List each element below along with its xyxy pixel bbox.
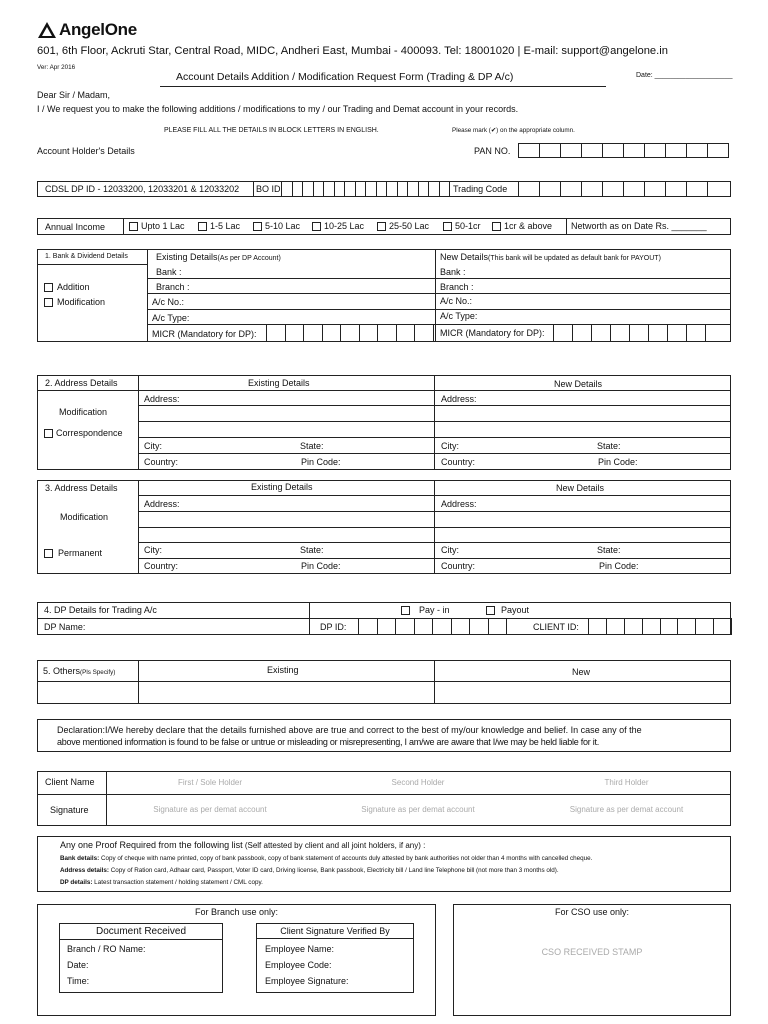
existing-city-field[interactable]: City:	[144, 441, 162, 451]
new-branch-field[interactable]: Branch :	[440, 282, 474, 292]
branch-ro-name-field[interactable]: Branch / RO Name:	[67, 944, 146, 954]
existing-country-field[interactable]: Country:	[144, 457, 179, 467]
cso-use-box	[453, 904, 731, 1016]
existing-micr-cells[interactable]	[266, 324, 434, 342]
existing-perm-country-field[interactable]: Country:	[144, 561, 179, 571]
existing-actype-field[interactable]: A/c Type:	[152, 313, 190, 323]
income-option-6: 50-1cr	[455, 221, 481, 231]
declaration-line-2: above mentioned information is found to be false or untrue or misleading or misrepresenting, I am/we are aware that I/we may be held liable for it.	[57, 737, 600, 747]
declaration-label: Declaration:	[57, 725, 106, 735]
brand-name: AngelOne	[59, 20, 137, 39]
dp-name-field[interactable]: DP Name:	[44, 622, 86, 632]
income-checkbox-7[interactable]	[492, 222, 501, 231]
second-holder-signature-field[interactable]: Signature as per demat account	[361, 805, 475, 814]
networth-field[interactable]: Networth as on Date Rs. _______	[571, 221, 707, 231]
holder-details-label: Account Holder's Details	[37, 146, 135, 156]
address3-new-header: New Details	[556, 483, 605, 493]
title-underline	[160, 86, 606, 87]
others-note: (Pls Specify)	[80, 669, 116, 676]
address2-modification-label: Modification	[59, 407, 108, 417]
new-perm-city-field[interactable]: City:	[441, 545, 459, 555]
cdsl-dp-id: CDSL DP ID - 12033200, 12033201 & 12033202	[45, 184, 240, 194]
first-holder-signature-field[interactable]: Signature as per demat account	[153, 805, 267, 814]
income-checkbox-4[interactable]	[312, 222, 321, 231]
annual-income-label: Annual Income	[45, 222, 106, 232]
payin-checkbox[interactable]	[401, 606, 410, 615]
cso-use-label: For CSO use only:	[554, 907, 630, 917]
pan-label: PAN NO.	[474, 146, 511, 156]
company-address: 601, 6th Floor, Ackruti Star, Central Road, MIDC, Andheri East, Mumbai - 400093. Tel: 18001020 | E-mail: support@angelone.in	[37, 45, 668, 57]
proof-title-note: (Self attested by client and all joint holders, if any) :	[242, 841, 426, 850]
new-state-field[interactable]: State:	[597, 441, 621, 451]
income-checkbox-1[interactable]	[129, 222, 138, 231]
third-holder-name-field[interactable]: Third Holder	[604, 778, 649, 787]
income-checkbox-3[interactable]	[253, 222, 262, 231]
new-actype-field[interactable]: A/c Type:	[440, 311, 478, 321]
proof-title-line	[60, 840, 425, 850]
permanent-checkbox[interactable]	[44, 549, 53, 558]
bank-new-header	[440, 252, 661, 262]
existing-bank-field[interactable]: Bank :	[156, 267, 182, 277]
new-perm-address-field[interactable]: Address:	[441, 499, 477, 509]
new-perm-state-field[interactable]: State:	[597, 545, 621, 555]
proof-bank-line	[60, 855, 592, 862]
client-id-cells[interactable]	[588, 618, 732, 635]
income-option-2: 1-5 Lac	[210, 221, 241, 231]
first-holder-name-field[interactable]: First / Sole Holder	[177, 778, 243, 787]
income-checkbox-2[interactable]	[198, 222, 207, 231]
others-section-title	[43, 666, 115, 676]
third-holder-signature-field[interactable]: Signature as per demat account	[569, 805, 684, 814]
bank-section-title: 1. Bank & Dividend Details	[45, 253, 128, 260]
bank-new-title: New Details	[440, 252, 489, 262]
existing-perm-address-field[interactable]: Address:	[144, 499, 180, 509]
bank-modification-label: Modification	[57, 297, 106, 307]
signature-verified-title: Client Signature Verified By	[280, 926, 390, 936]
existing-state-field[interactable]: State:	[300, 441, 324, 451]
version-label: Ver: Apr 2016	[37, 64, 76, 71]
income-checkbox-6[interactable]	[443, 222, 452, 231]
employee-code-field[interactable]: Employee Code:	[265, 960, 332, 970]
proof-bank-text: Copy of cheque with name printed, copy of bank passbook, copy of bank statement of accounts duly attested by bank authorities not older than 4 months with cancelled cheque.	[99, 855, 593, 862]
address2-existing-header: Existing Details	[248, 378, 310, 388]
brand-logo	[37, 20, 137, 40]
signature-label: Signature	[50, 805, 89, 815]
income-checkbox-5[interactable]	[377, 222, 386, 231]
received-date-field[interactable]: Date:	[67, 960, 89, 970]
received-time-field[interactable]: Time:	[67, 976, 90, 986]
new-acno-field[interactable]: A/c No.:	[440, 296, 473, 306]
pan-input[interactable]	[518, 143, 729, 158]
payout-label: Payout	[501, 605, 530, 615]
form-title: Account Details Addition / Modification Request Form (Trading & DP A/c)	[176, 71, 514, 83]
second-holder-name-field[interactable]: Second Holder	[391, 778, 445, 787]
bank-existing-title: Existing Details	[156, 252, 218, 262]
payout-checkbox[interactable]	[486, 606, 495, 615]
bank-modification-checkbox[interactable]	[44, 298, 53, 307]
new-city-field[interactable]: City:	[441, 441, 459, 451]
new-perm-pin-field[interactable]: Pin Code:	[599, 561, 639, 571]
existing-micr-field[interactable]: MICR (Mandatory for DP):	[152, 329, 257, 339]
existing-perm-pin-field[interactable]: Pin Code:	[301, 561, 341, 571]
others-existing-header: Existing	[267, 665, 299, 675]
client-name-label: Client Name	[45, 777, 95, 787]
correspondence-label: Correspondence	[56, 428, 123, 438]
bo-id-input[interactable]	[281, 181, 450, 197]
existing-acno-field[interactable]: A/c No.:	[152, 297, 185, 307]
block-letters-note: PLEASE FILL ALL THE DETAILS IN BLOCK LETTERS IN ENGLISH.	[164, 127, 379, 134]
trading-code-label: Trading Code	[453, 184, 508, 194]
income-option-3: 5-10 Lac	[265, 221, 301, 231]
dp-id-label: DP ID:	[320, 622, 347, 632]
income-option-7: 1cr & above	[504, 221, 553, 231]
bank-addition-label: Addition	[57, 282, 90, 292]
bank-new-note: (This bank will be updated as default bank for PAYOUT)	[488, 255, 661, 262]
employee-signature-field[interactable]: Employee Signature:	[265, 976, 349, 986]
new-bank-field[interactable]: Bank :	[440, 267, 466, 277]
address3-section-title: 3. Address Details	[45, 483, 118, 493]
existing-perm-state-field[interactable]: State:	[300, 545, 324, 555]
address2-new-header: New Details	[554, 379, 603, 389]
proof-address-label: Address details:	[60, 867, 109, 874]
proof-address-line	[60, 867, 559, 874]
bo-id-label: BO ID	[256, 184, 281, 194]
client-id-label: CLIENT ID:	[533, 622, 579, 632]
existing-perm-city-field[interactable]: City:	[144, 545, 162, 555]
new-micr-field[interactable]: MICR (Mandatory for DP):	[440, 328, 545, 338]
dp-id-cells[interactable]	[358, 618, 507, 635]
others-title: 5. Others	[43, 666, 81, 676]
new-perm-country-field[interactable]: Country:	[441, 561, 476, 571]
address3-existing-header: Existing Details	[251, 482, 313, 492]
cso-received-stamp: CSO RECEIVED STAMP	[541, 947, 643, 957]
others-new-field[interactable]	[435, 682, 730, 703]
bank-existing-note: (As per DP Account)	[217, 255, 281, 262]
proof-dp-text: Latest transaction statement / holding statement / CML copy.	[92, 879, 263, 886]
branch-use-label: For Branch use only:	[194, 907, 279, 917]
declaration-line-1	[57, 725, 642, 735]
date-field[interactable]: Date: ____________________	[636, 72, 733, 79]
existing-pin-field[interactable]: Pin Code:	[301, 457, 341, 467]
new-address-field[interactable]: Address:	[441, 394, 477, 404]
bank-addition-checkbox[interactable]	[44, 283, 53, 292]
others-existing-field[interactable]	[139, 682, 434, 703]
proof-dp-line	[60, 879, 263, 886]
new-micr-cells[interactable]	[553, 324, 706, 342]
existing-address-field[interactable]: Address:	[144, 394, 180, 404]
income-option-4: 10-25 Lac	[324, 221, 365, 231]
request-text: I / We request you to make the following additions / modifications to my / our Trading and Demat account in your records.	[37, 104, 519, 114]
proof-address-text: Copy of Ration card, Adhaar card, Passport, Voter ID card, Driving license, Bank passbook, Electricity bill / Land line Telephone bill (not more than 3 months old).	[109, 867, 559, 874]
permanent-label: Permanent	[58, 548, 103, 558]
address2-section-title: 2. Address Details	[45, 378, 118, 388]
new-country-field[interactable]: Country:	[441, 457, 476, 467]
income-option-5: 25-50 Lac	[389, 221, 430, 231]
correspondence-checkbox[interactable]	[44, 429, 53, 438]
proof-bank-label: Bank details:	[60, 855, 100, 862]
existing-branch-field[interactable]: Branch :	[156, 282, 190, 292]
declaration-text-1: I/We hereby declare that the details furnished above are true and correct to the best of my/our knowledge and belief. In case any of the	[105, 725, 642, 735]
address3-modification-label: Modification	[60, 512, 109, 522]
bank-existing-header	[156, 252, 281, 262]
employee-name-field[interactable]: Employee Name:	[265, 944, 335, 954]
salutation: Dear Sir / Madam,	[37, 90, 111, 100]
mark-note: Please mark (✔) on the appropriate column.	[452, 127, 575, 134]
others-new-header: New	[572, 667, 591, 677]
dp-section-title: 4. DP Details for Trading A/c	[44, 605, 157, 615]
income-option-1: Upto 1 Lac	[141, 221, 185, 231]
proof-title: Any one Proof Required from the following list	[60, 840, 243, 850]
declaration-box	[37, 719, 731, 752]
angelone-triangle-icon	[37, 21, 57, 39]
document-received-title: Document Received	[95, 926, 187, 937]
proof-dp-label: DP details:	[60, 879, 93, 886]
new-pin-field[interactable]: Pin Code:	[598, 457, 638, 467]
payin-label: Pay - in	[419, 605, 450, 615]
